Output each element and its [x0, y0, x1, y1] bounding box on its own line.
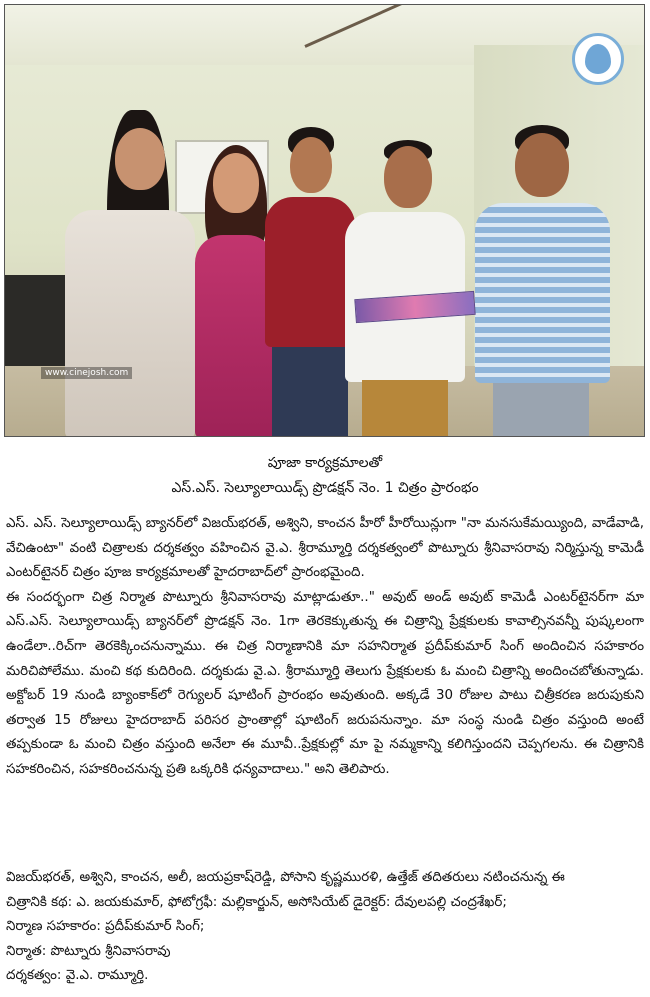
credits-line: చిత్రానికి కథ: ఎ. జయకుమార్, ఫోటోగ్రఫీ: మల్లికార్జున్, అసోసియేట్ డైరెక్టర్: దేవులపల్లి చంద్రశేఖర్;: [6, 894, 507, 910]
article-title-line2: ఎస్.ఎస్. సెల్యూలాయిడ్స్ ప్రొడక్షన్ నెం. 1 చిత్రం ప్రారంభం: [171, 480, 479, 496]
article-body: [6, 512, 644, 783]
credits-line: విజయ్‌భరత్, అశ్విని, కాంచన, అలీ, జయప్రకాష్‌రెడ్డి, పోసాని కృష్ణమురళి, ఉత్తేజ్ తదితరులు నటించనున్న ఈ: [6, 870, 565, 885]
man-checked-shirt: [465, 125, 615, 437]
article-title-line1: పూజా కార్యక్రమాలతో: [267, 455, 383, 471]
woman-white-dress: [55, 110, 205, 437]
drop-icon: [585, 44, 611, 74]
credits-line: నిర్మాణ సహకారం: ప్రదీప్‌కుమార్ సింగ్;: [6, 919, 205, 935]
credits-line: నిర్మాత: పొట్నూరు శ్రీనివాసరావు: [6, 943, 171, 959]
credits-block: [6, 866, 644, 989]
man-white-shirt: [340, 140, 470, 437]
cinejosh-logo-icon: [572, 33, 624, 85]
article-paragraph-2: ఈ సందర్భంగా చిత్ర నిర్మాత పొట్నూరు శ్రీనివాసరావు మాట్లాడుతూ.." అవుట్ అండ్ అవుట్ కామెడీ ఎంటర్‌టైనర్‌గా మా ఎస్.ఎస్. సెల్యూలాయిడ్స్ బ్యానర్‌లో ప్రొడక్షన్ నెం. 1గా తెరకెక్కుతున్న ఈ చిత్రాన్ని ప్రేక్షకులకు కావాల్సినవన్నీ పుష్కలంగా ఉండేలా..రిచ్‌గా తెరకెక్కించనున్నాము. ఈ చిత్ర నిర్మాణానికి మా సహనిర్మాత ప్రదీప్‌కుమార్ సింగ్ అందించిన సహకారం మరిచిపోలేము. మంచి కథ కుదిరింది. దర్శకుడు వై.ఎ. శ్రీరామ్మూర్తి తెలుగు ప్రేక్షకులకు ఓ మంచి చిత్రాన్ని అందించబోతున్నాడు. అక్టోబర్ 19 నుండి బ్యాంకాక్‌లో రెగ్యులర్ షూటింగ్ ప్రారంభం అవుతుంది. అక్కడే 30 రోజుల పాటు చిత్రీకరణ జరుపుకుని తర్వాత 15 రోజులు హైదరాబాద్ పరిసర ప్రాంతాల్లో షూటింగ్ జరుపనున్నాం. మా సంస్థ నుండి చిత్రం వస్తుంది అంటే తప్పకుండా ఓ మంచి చిత్రం వస్తుంది అనేలా ఈ మూవీ..ప్రేక్షకుల్లో మా పై నమ్మకాన్ని కలిగిస్తుందని చెప్పగలను. ఈ చిత్రానికి సహకరించిన, సహకరించనున్న ప్రతి ఒక్కరికి ధన్యవాదాలు." అని తెలిపారు.: [6, 589, 644, 777]
watermark-text: www.cinejosh.com: [41, 367, 132, 379]
credits-line: దర్శకత్వం: వై.ఎ. రామ్మూర్తి.: [6, 968, 149, 984]
event-photo: [4, 4, 645, 437]
article-paragraph-1: ఎస్. ఎస్. సెల్యూలాయిడ్స్ బ్యానర్‌లో విజయ్‌భరత్, అశ్విని, కాంచన హీరో హీరోయిన్లుగా "నా మనసుకేమయ్యింది, వాడేవాడి, వేచిఉంటా" వంటి చిత్రాలకు దర్శకత్వం వహించిన వై.ఎ. శ్రీరామ్మూర్తి దర్శకత్వంలో పొట్నూరు శ్రీనివాసరావు నిర్మిస్తున్న కామెడీ ఎంటర్‌టైనర్ చిత్రం పూజ కార్యక్రమాలతో హైదరాబాద్‌లో ప్రారంభమైంది.: [6, 516, 644, 581]
